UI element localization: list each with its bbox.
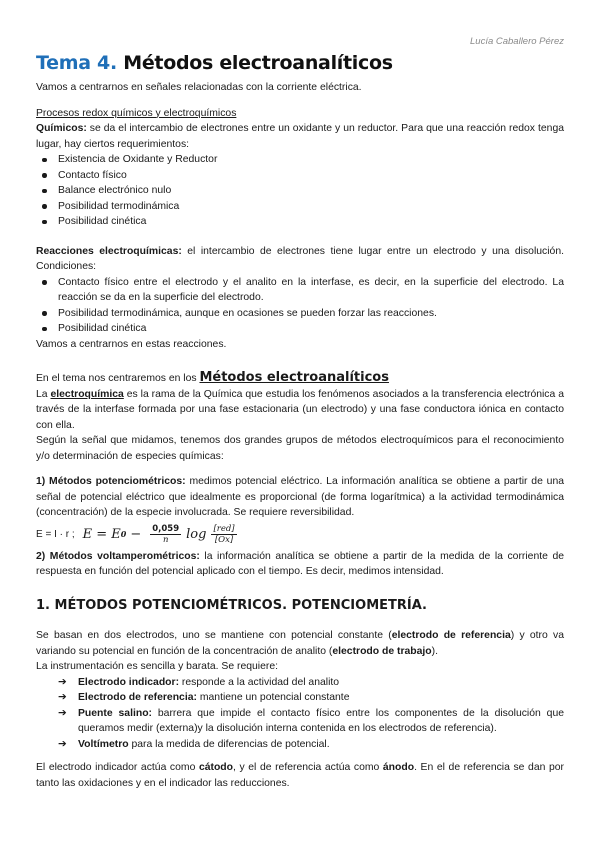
definition-term: electroquímica xyxy=(50,388,124,400)
conditions-list xyxy=(36,275,564,337)
methods-lead xyxy=(36,370,564,387)
voltammetric-paragraph xyxy=(36,549,564,580)
nernst-formula xyxy=(36,521,564,549)
item-label: Electrodo indicador: xyxy=(78,676,180,688)
p3-b: , y el de referencia actúa como xyxy=(233,762,383,773)
item-text: mantiene un potencial constante xyxy=(196,692,350,703)
author-name: Lucía Caballero Pérez xyxy=(470,36,564,47)
title-number: Tema 4. xyxy=(36,52,117,74)
formula-superscript: 0 xyxy=(120,528,127,539)
reference-electrode-term: electrodo de referencia xyxy=(391,630,511,641)
title-text: Métodos electroanalíticos xyxy=(123,52,393,74)
formula-ratio xyxy=(211,524,236,545)
cathode-anode-paragraph xyxy=(36,760,564,791)
p1-c: ). xyxy=(431,645,439,657)
ratio-denominator: [Ox] xyxy=(214,535,234,545)
redox-heading: Procesos redox químicos y electroquímicos xyxy=(36,107,237,119)
page-title xyxy=(36,52,393,74)
item-label: Puente salino: xyxy=(78,707,153,719)
list-item: Contacto físico xyxy=(36,168,564,184)
list-item xyxy=(58,737,564,753)
list-item xyxy=(58,706,564,737)
list-item: Balance electrónico nulo xyxy=(36,183,564,199)
formula-log: log xyxy=(186,526,207,542)
electro-text: el intercambio de electrones tiene lugar entre un electrodo y una disolución. Condiciones: xyxy=(36,245,564,272)
nernst-equation xyxy=(83,524,242,545)
ratio-numerator: [red] xyxy=(213,524,235,534)
formula-coefficient xyxy=(150,524,181,545)
formula-minus: − xyxy=(130,526,142,542)
potentiometric-paragraph xyxy=(36,474,564,521)
working-electrode-term: electrodo de trabajo xyxy=(332,645,432,657)
definition-paragraph xyxy=(36,387,564,434)
arrow-icon: ➔ xyxy=(58,676,67,688)
quimicos-paragraph xyxy=(36,121,564,152)
list-item: Posibilidad termodinámica xyxy=(36,199,564,215)
methods-heading: Métodos electroanalíticos xyxy=(199,370,389,385)
definition-pre: La xyxy=(36,388,51,400)
intro-paragraph: Vamos a centrarnos en señales relacionadas con la corriente eléctrica. xyxy=(36,82,362,93)
coefficient-denominator: n xyxy=(162,535,169,545)
list-item: Existencia de Oxidante y Reductor xyxy=(36,152,564,168)
arrow-icon: ➔ xyxy=(58,692,67,703)
cathode-term: cátodo xyxy=(198,762,233,773)
p3-a: El electrodo indicador actúa como xyxy=(36,762,199,773)
potentiometry-section xyxy=(36,628,564,791)
requirements-list xyxy=(36,152,564,230)
section-heading: 1. MÉTODOS POTENCIOMÉTRICOS. POTENCIOMETRÍA. xyxy=(36,598,427,613)
electro-paragraph xyxy=(36,244,564,275)
potentiometric-text: medimos potencial eléctrico. La información analítica se obtiene a partir de una señal de potencial eléctrico que idealmente es proporcional (de forma logarítmica) a la actividad termodinámica (concentración) de la especie involucrada. Se requiere reversibilidad. xyxy=(36,476,565,518)
quimicos-label: Químicos: xyxy=(36,123,87,134)
item-text: barrera que impide el contacto físico entre los componentes de la disolución que queramos medir (externa)y la disolución interna contenida en los electrodos de referencia). xyxy=(78,707,564,734)
list-item xyxy=(58,675,564,691)
instrument-list xyxy=(36,675,564,753)
item-label: Voltímetro xyxy=(78,738,129,750)
electrodes-paragraph xyxy=(36,628,564,659)
methods-lead-text: En el tema nos centraremos en los xyxy=(36,373,200,384)
anode-term: ánodo xyxy=(382,762,415,773)
ohm-law: E = I · r ; xyxy=(36,528,75,540)
instrumentation-paragraph: La instrumentación es sencilla y barata. Se requiere: xyxy=(36,661,279,672)
p1-a: Se basan en dos electrodos, uno se mantiene con potencial constante ( xyxy=(36,630,392,641)
definition-text: es la rama de la Química que estudia los fenómenos asociados a la transferencia electrónica a través de la interfase formada por una fase estacionaria (un electrodo) y una fase conductora iónica en contacto con ella. xyxy=(36,388,564,431)
electro-label: Reacciones electroquímicas: xyxy=(36,245,182,257)
list-item xyxy=(58,690,564,706)
list-item: Posibilidad cinética xyxy=(36,214,564,230)
list-item: Posibilidad termodinámica, aunque en ocasiones se pueden forzar las reacciones. xyxy=(36,306,564,322)
p3-c: . En el de referencia se dan por tanto las oxidaciones y en el indicador las reducciones. xyxy=(36,762,564,789)
list-item: Posibilidad cinética xyxy=(36,321,564,337)
groups-paragraph: Según la señal que midamos, tenemos dos grandes grupos de métodos electroquímicos para el reconocimiento y/o determinación de especies químicas: xyxy=(36,435,564,462)
potentiometric-label: 1) Métodos potenciométricos: xyxy=(36,476,186,487)
quimicos-text: se da el intercambio de electrones entre un oxidante y un reductor. Para que una reacción redox tenga lugar, hay ciertos requerimientos: xyxy=(36,123,564,150)
coefficient-numerator: 0,059 xyxy=(152,524,180,534)
arrow-icon: ➔ xyxy=(58,738,67,750)
redox-closing: Vamos a centrarnos en estas reacciones. xyxy=(36,338,227,350)
formula-lhs: E = E xyxy=(82,526,121,542)
voltammetric-label: 2) Métodos voltamperométricos: xyxy=(36,550,200,562)
voltammetric-text: la información analítica se obtiene a partir de la medida de la corriente de respuesta en función del potencial aplicado con el tiempo. Es decir, medimos intensidad. xyxy=(36,550,565,577)
item-label: Electrodo de referencia: xyxy=(78,692,197,703)
item-text: para la medida de diferencias de potencial. xyxy=(128,738,330,750)
item-text: responde a la actividad del analito xyxy=(179,676,340,688)
arrow-icon: ➔ xyxy=(58,707,67,719)
list-item: Contacto físico entre el electrodo y el analito en la interfase, es decir, en la superficie del electrodo. La reacción se da en la superficie del electrodo. xyxy=(36,275,564,306)
methods-section xyxy=(36,370,564,580)
p1-b: ) y otro va variando su potencial en función de la concentración de analito ( xyxy=(36,630,564,657)
redox-section xyxy=(36,80,564,352)
